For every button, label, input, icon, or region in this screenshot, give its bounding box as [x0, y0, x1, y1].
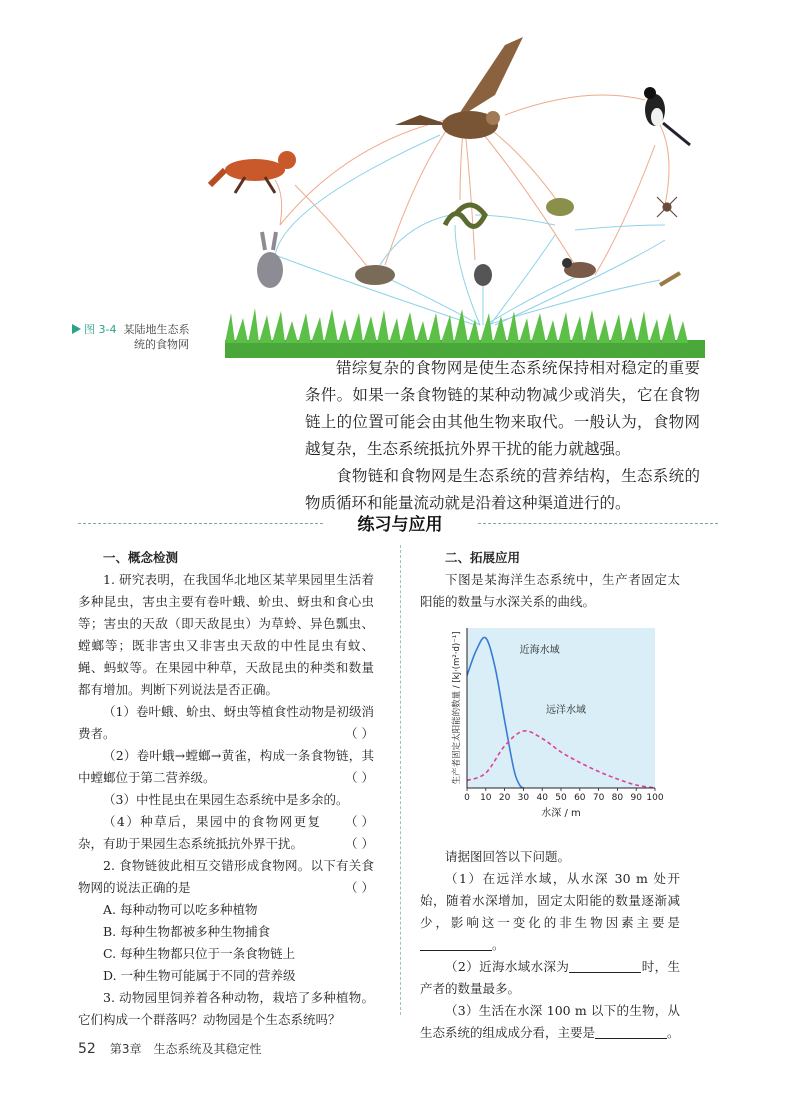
- q2-option-d: D. 一种生物可能属于不同的营养级: [103, 968, 296, 983]
- answer-paren[interactable]: （ ）: [345, 880, 374, 895]
- page-number: 52: [78, 1041, 96, 1057]
- q1-item-2-text: （2）卷叶蛾→螳螂→黄雀，构成一条食物链，其中螳螂位于第二营养级。: [78, 748, 374, 785]
- q1-item-1-text: （1）卷叶蛾、蚧虫、蚜虫等植食性动物是初级消费者。: [78, 704, 374, 741]
- chart-x-tick-label: 10: [480, 793, 492, 803]
- page-footer: [78, 1040, 261, 1057]
- figure-caption: [72, 322, 212, 352]
- q1-item-2: [78, 745, 374, 789]
- answer-paren[interactable]: （ ）: [345, 726, 374, 741]
- q1-item-3: [78, 789, 374, 829]
- ext-q1: [420, 868, 680, 956]
- sparrow-icon: [562, 258, 596, 278]
- body-text: [305, 355, 700, 517]
- answer-blank[interactable]: [420, 936, 492, 951]
- ext-q2: [420, 956, 680, 1000]
- chapter-title: 生态系统及其稳定性: [153, 1042, 262, 1056]
- q2-option-a: A. 每种动物可以吃多种植物: [103, 902, 258, 917]
- beetle-icon: [474, 264, 492, 286]
- q1-stem: 1. 研究表明，在我国华北地区某苹果园里生活着多种昆虫，害虫主要有卷叶蛾、蚧虫、蚜虫和食心虫等；害虫的天敌（即天敌昆虫）为草蛉、异色瓢虫、螳螂等；既非害虫又非害虫天敌的中性昆虫有蚊、蝇、蚂蚁等。在果园中种草，天敌昆虫的种类和数量都有增加。判断下列说法是否正确。: [78, 572, 374, 697]
- chart-x-tick-label: 90: [630, 793, 642, 803]
- chart-x-tick-label: 70: [592, 793, 605, 803]
- fox-icon: [210, 151, 296, 193]
- ext-q2-text: （2）近海水域水深为: [445, 959, 570, 974]
- q2-option-b: B. 每种生物都被多种生物捕食: [103, 924, 271, 939]
- chart-x-tick-label: 20: [498, 793, 511, 803]
- chart-series-label-coastal: 近海水域: [519, 645, 560, 656]
- chart-x-tick-label: 40: [536, 793, 548, 803]
- eagle-icon: [395, 37, 523, 139]
- answer-paren[interactable]: （ ）: [345, 770, 374, 785]
- q2-stem-text: 2. 食物链彼此相互交错形成食物网。以下有关食物网的说法正确的是: [78, 858, 374, 895]
- chart-y-axis-label: 生产者固定太阳能的数量 / [kJ·(m²·d)⁻¹]: [452, 631, 462, 785]
- chart-tick-layer: [464, 788, 664, 803]
- grass-icon: [225, 308, 705, 358]
- ext-q3: [420, 1000, 680, 1044]
- rodent-icon: [355, 265, 395, 285]
- grasshopper-icon: [660, 273, 680, 285]
- q1-item-4-text: （4）种草后，果园中的食物网更复杂，有助于果园生态系统抵抗外界干扰。: [78, 814, 321, 851]
- depth-energy-chart: [425, 620, 665, 820]
- answer-paren[interactable]: （ ）: [345, 836, 374, 851]
- caption-line-2: 统的食物网: [134, 338, 189, 351]
- left-column: [78, 547, 374, 1031]
- answer-prompt: 请据图回答以下问题。: [445, 849, 571, 864]
- right-column: [420, 547, 680, 613]
- frog-icon: [546, 198, 574, 216]
- chart-series-label-ocean: 远洋水域: [545, 705, 586, 716]
- ext-q3-text: （3）生活在水深 100 m 以下的生物，从生态系统的组成成分看，主要是: [420, 1003, 680, 1040]
- ext-q1-end: 。: [492, 937, 505, 952]
- chart-x-tick-label: 80: [611, 793, 624, 803]
- chart-x-tick-label: 100: [646, 793, 664, 803]
- concept-check-heading: 一、概念检测: [103, 550, 179, 565]
- chart-x-tick-label: 0: [464, 793, 470, 803]
- answer-blank[interactable]: [595, 1024, 667, 1039]
- ext-q2-end: 时，生产者的数量最多。: [420, 959, 680, 996]
- q2-stem: [78, 855, 374, 899]
- rabbit-icon: [257, 232, 283, 288]
- snake-icon: [445, 205, 485, 226]
- ext-q3-end: 。: [667, 1025, 680, 1040]
- right-column-questions: [420, 846, 680, 1044]
- food-web-illustration: [205, 25, 705, 360]
- q1-item-3-text: （3）中性昆虫在果园生态系统中是多余的。: [103, 792, 349, 807]
- chart-x-tick-label: 60: [574, 793, 586, 803]
- q3: 3. 动物园里饲养着各种动物，栽培了多种植物。它们构成一个群落吗？动物园是个生态系统吗？: [78, 990, 374, 1027]
- magpie-icon: [644, 87, 690, 145]
- answer-paren[interactable]: （ ）: [345, 814, 374, 829]
- caption-line-1: 某陆地生态系: [123, 323, 190, 336]
- extension-intro: 下图是某海洋生态系统中，生产者固定太阳能的数量与水深关系的曲线。: [420, 572, 680, 609]
- spider-icon: [657, 197, 677, 217]
- extension-heading: 二、拓展应用: [445, 550, 521, 565]
- section-title: 练习与应用: [357, 515, 443, 535]
- caption-arrow-icon: [72, 324, 81, 334]
- figure-number: 图 3-4: [84, 323, 117, 336]
- column-divider: [400, 545, 401, 1015]
- answer-blank[interactable]: [569, 958, 641, 973]
- chapter-number: 第3章: [109, 1042, 142, 1056]
- body-paragraph-1: 错综复杂的食物网是使生态系统保持相对稳定的重要条件。如果一条食物链的某种动物减少或消失，它在食物链上的位置可能会由其他生物来取代。一般认为，食物网越复杂，生态系统抵抗外界干扰的能力就越强。: [305, 359, 700, 458]
- chart-x-axis-label: 水深 / m: [541, 808, 581, 819]
- chart-x-tick-label: 50: [555, 793, 567, 803]
- body-paragraph-2: 食物链和食物网是生态系统的营养结构，生态系统的物质循环和能量流动就是沿着这种渠道进行的。: [305, 467, 700, 512]
- chart-x-tick-label: 30: [517, 793, 530, 803]
- q2-option-c: C. 每种生物都只位于一条食物链上: [103, 946, 296, 961]
- ext-q1-text: （1）在远洋水域，从水深 30 m 处开始，随着水深增加，固定太阳能的数量逐渐减少，影响这一变化的非生物因素主要是: [420, 871, 680, 930]
- q1-item-1: [78, 701, 374, 745]
